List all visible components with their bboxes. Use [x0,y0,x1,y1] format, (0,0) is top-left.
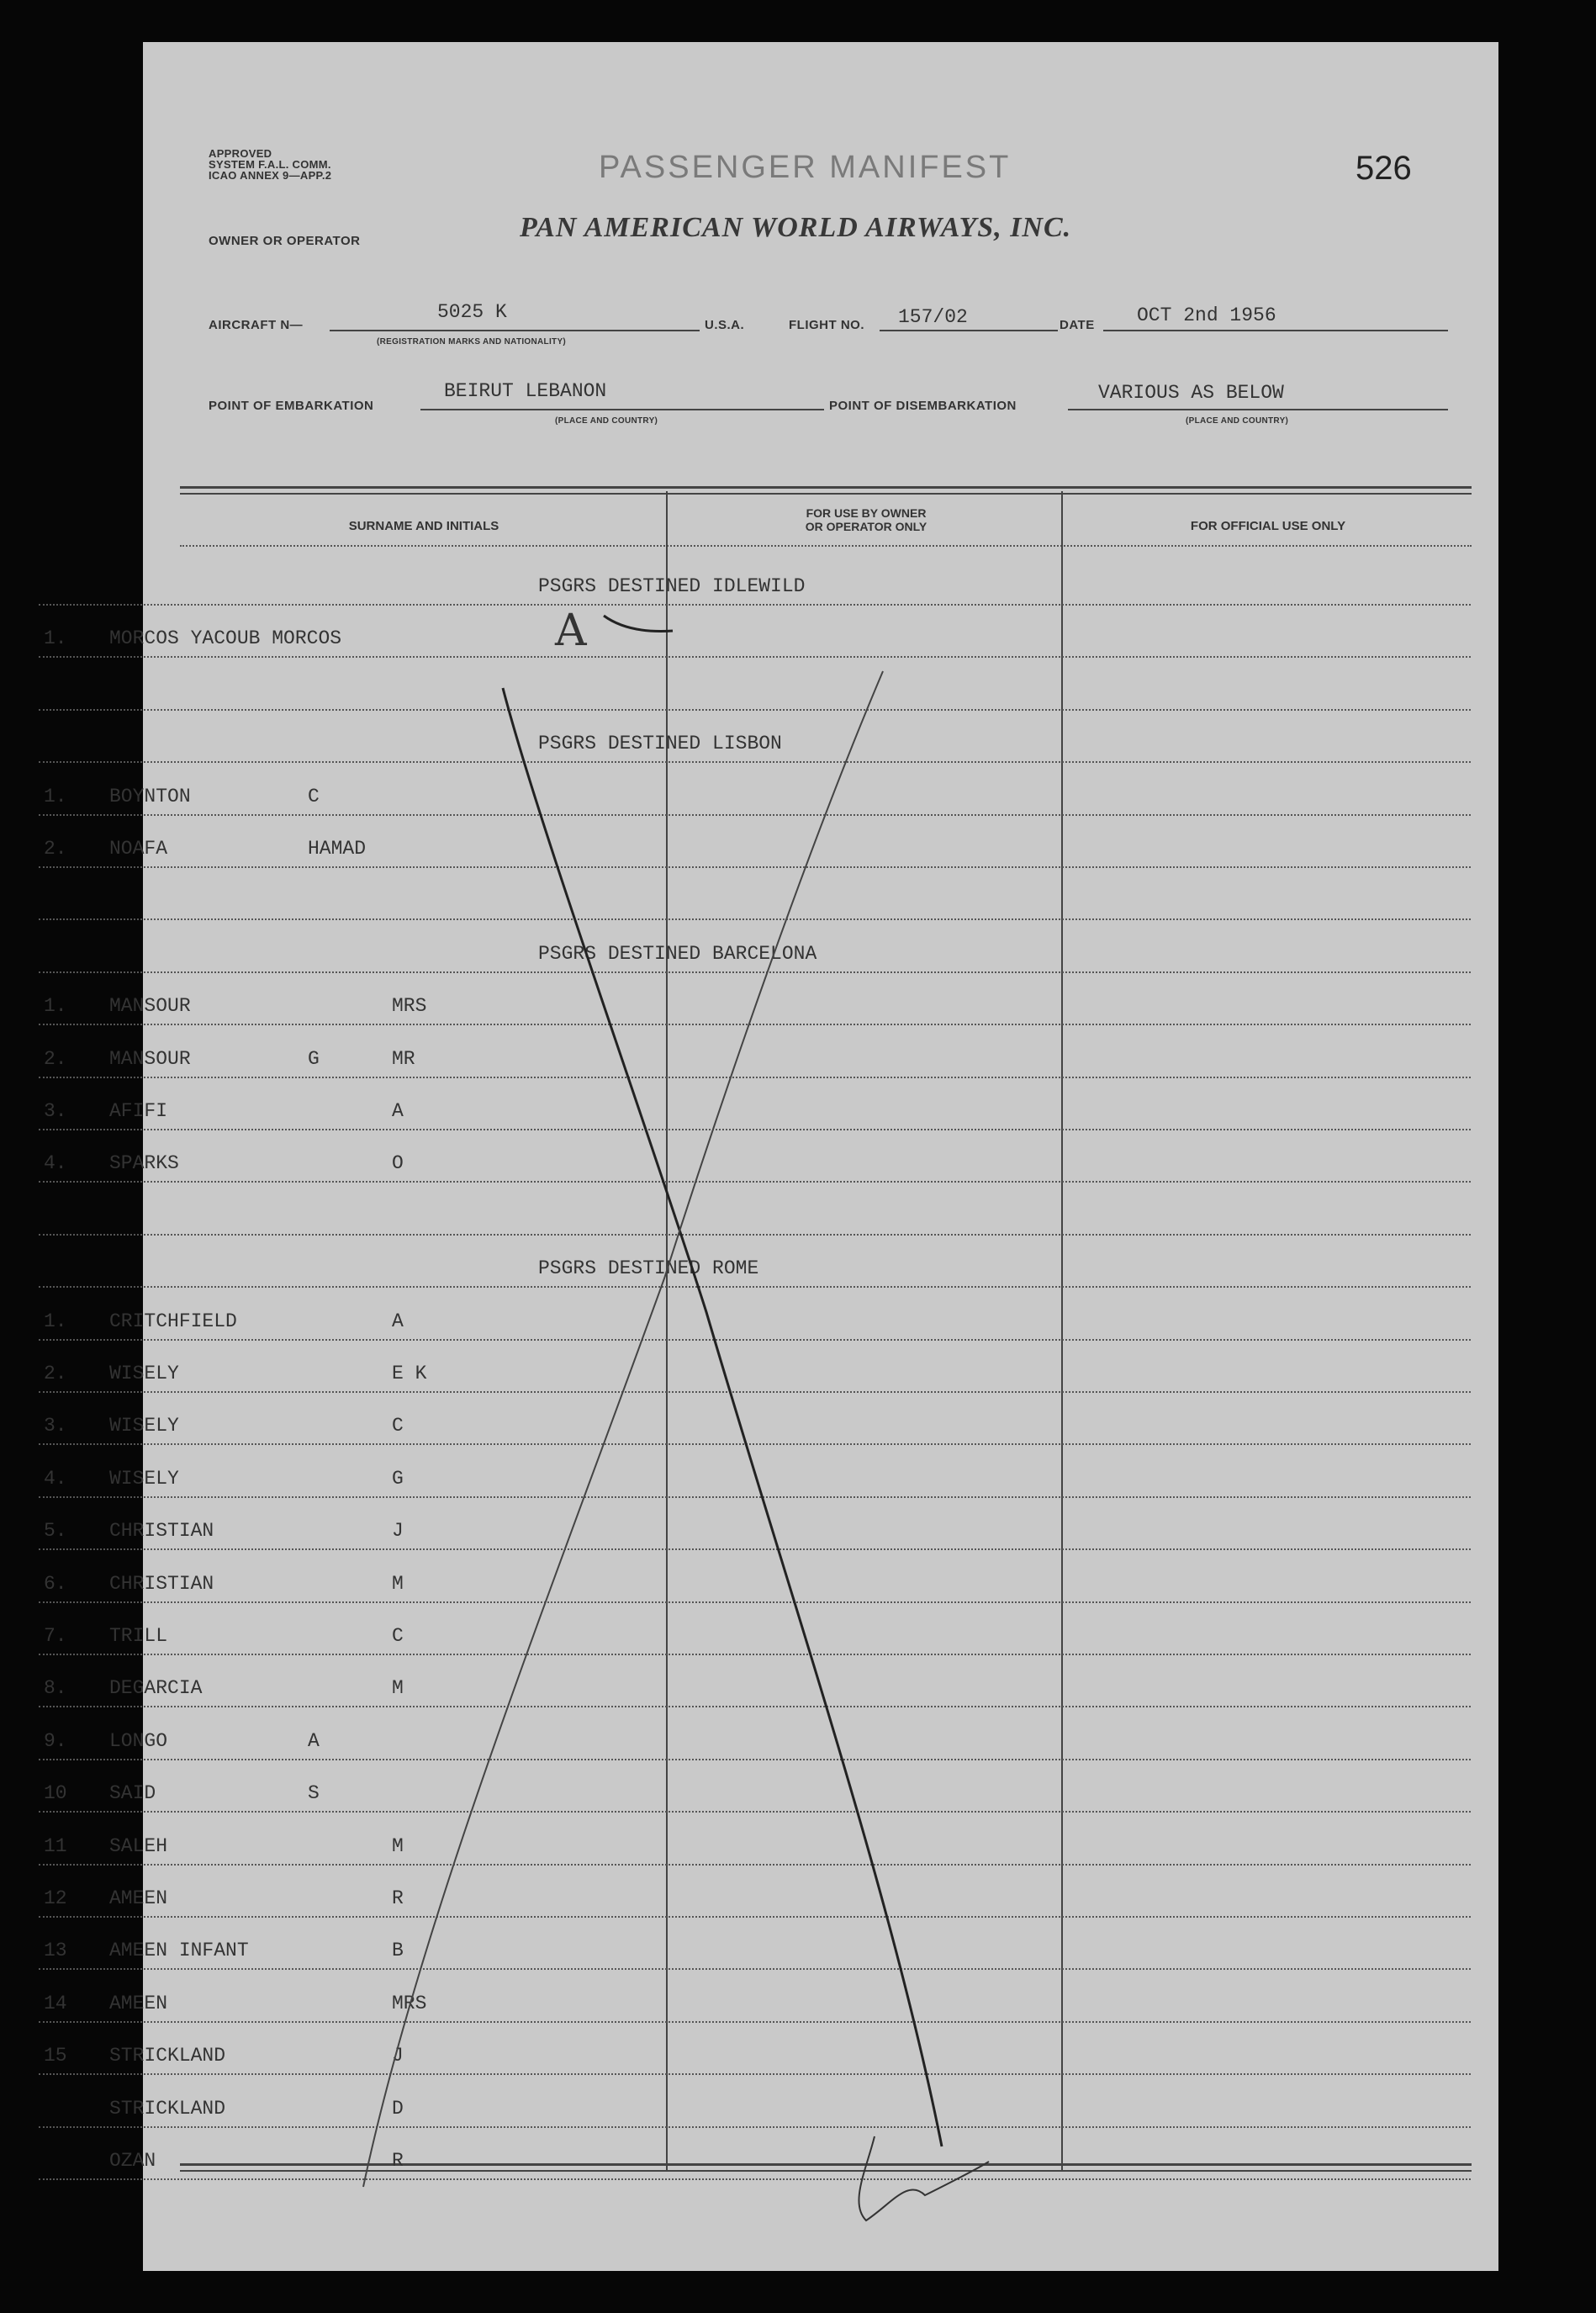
passenger-name: MANSOUR [109,995,191,1018]
column-header-surname: SURNAME AND INITIALS [348,519,499,533]
disembarkation-value: VARIOUS AS BELOW [1098,382,1284,404]
passenger-name: MANSOUR [109,1047,191,1070]
passenger-number: 1. [44,995,67,1018]
passenger-initials: M [392,1834,404,1857]
approval-line: ICAO ANNEX 9—APP.2 [209,169,332,182]
destination-heading: PSGRS DESTINED IDLEWILD [538,575,806,597]
passenger-number: 7. [44,1625,67,1647]
passenger-initials: A [392,1100,404,1122]
passenger-number: 1. [44,627,67,650]
aircraft-label: AIRCRAFT N— [209,318,304,332]
passenger-name: TRILL [109,1625,168,1647]
passenger-number: 5. [44,1520,67,1543]
passenger-initials: J [392,2045,404,2067]
disembarkation-sublabel: (PLACE AND COUNTRY) [1186,416,1289,426]
column-header-line: OR OPERATOR ONLY [805,520,927,533]
disembarkation-label: POINT OF DISEMBARKATION [829,399,1017,413]
passenger-name: AMEEN INFANT [109,1940,249,1962]
approval-line: SYSTEM F.A.L. COMM. [209,158,331,171]
passenger-initials: E K [392,1363,427,1384]
passenger-number: 2. [44,838,67,860]
passenger-initials: B [392,1940,404,1962]
passenger-name: NOAFA [109,838,168,860]
passenger-initials: M [392,1572,404,1595]
passenger-number: 3. [44,1415,67,1437]
passenger-initials: J [392,1520,404,1543]
passenger-number: 9. [44,1729,67,1752]
passenger-name: SAID [109,1782,156,1805]
approval-line: APPROVED [209,147,272,160]
passenger-name: AFIFI [109,1100,168,1122]
passenger-name: STRICKLAND [109,2097,226,2120]
passenger-initials: S [308,1782,320,1805]
aircraft-sublabel: (REGISTRATION MARKS AND NATIONALITY) [377,337,567,347]
date-label: DATE [1060,318,1095,332]
passenger-number: 3. [44,1100,67,1122]
owner-label: OWNER OR OPERATOR [209,234,361,248]
column-header-official: FOR OFFICIAL USE ONLY [1190,519,1346,533]
passenger-name: DEGARCIA [109,1677,203,1700]
passenger-name: AMEEN [109,1992,168,2014]
passenger-number: 6. [44,1572,67,1595]
embarkation-label: POINT OF EMBARKATION [209,399,374,413]
passenger-name: STRICKLAND [109,2045,226,2067]
passenger-name: CHRISTIAN [109,1572,214,1595]
embarkation-value: BEIRUT LEBANON [444,380,607,402]
passenger-number: 14 [44,1992,67,2014]
date-value: OCT 2nd 1956 [1137,304,1276,326]
passenger-initials: M [392,1677,404,1700]
passenger-number: 2. [44,1047,67,1070]
passenger-number: 4. [44,1152,67,1175]
passenger-name: SPARKS [109,1152,179,1175]
passenger-number: 8. [44,1677,67,1700]
passenger-initials: D [392,2097,404,2120]
embarkation-sublabel: (PLACE AND COUNTRY) [555,416,658,426]
flight-label: FLIGHT NO. [789,318,864,332]
aircraft-value: 5025 K [437,301,507,323]
usa-label: U.S.A. [705,318,745,332]
passenger-initials: MRS [392,1992,427,2014]
destination-heading: PSGRS DESTINED ROME [538,1257,759,1280]
passenger-number: 2. [44,1363,67,1384]
passenger-number: 1. [44,1310,67,1332]
passenger-initials: C [392,1415,404,1437]
flight-value: 157/02 [898,306,968,328]
passenger-number: 12 [44,1887,67,1909]
operator-name: PAN AMERICAN WORLD AIRWAYS, INC. [520,212,1072,243]
passenger-initials: A [392,1310,404,1332]
passenger-name: WISELY [109,1363,179,1384]
passenger-initials: G [308,1047,320,1070]
handwritten-mark: A [555,606,587,657]
passenger-name: MORCOS YACOUB MORCOS [109,627,342,650]
passenger-name: SALEH [109,1834,168,1857]
passenger-number: 4. [44,1467,67,1490]
column-header-line: FOR USE BY OWNER [806,506,927,520]
passenger-initials: O [392,1152,404,1175]
passenger-number: 11 [44,1834,67,1857]
passenger-number: 10 [44,1782,67,1805]
passenger-name: WISELY [109,1467,179,1490]
page-number: 526 [1356,150,1412,187]
passenger-initials: G [392,1467,404,1490]
passenger-name: BOYNTON [109,785,191,807]
passenger-initials: HAMAD [308,838,367,860]
passenger-number: 13 [44,1940,67,1962]
passenger-name: CRITCHFIELD [109,1310,237,1332]
passenger-initials: R [392,2150,404,2172]
passenger-name: AMEEN [109,1887,168,1909]
passenger-number: 15 [44,2045,67,2067]
passenger-initials: C [308,785,320,807]
page-title: PASSENGER MANIFEST [599,150,1012,185]
passenger-initials: MRS [392,995,427,1018]
passenger-initials: C [392,1625,404,1647]
passenger-number: 1. [44,785,67,807]
passenger-initials: MR [392,1047,415,1070]
passenger-name: WISELY [109,1415,179,1437]
passenger-name: LONGO [109,1729,168,1752]
passenger-name: OZAN [109,2150,156,2172]
destination-heading: PSGRS DESTINED LISBON [538,733,782,755]
passenger-initials: A [308,1729,320,1752]
passenger-initials: R [392,1887,404,1909]
destination-heading: PSGRS DESTINED BARCELONA [538,942,817,965]
passenger-name: CHRISTIAN [109,1520,214,1543]
